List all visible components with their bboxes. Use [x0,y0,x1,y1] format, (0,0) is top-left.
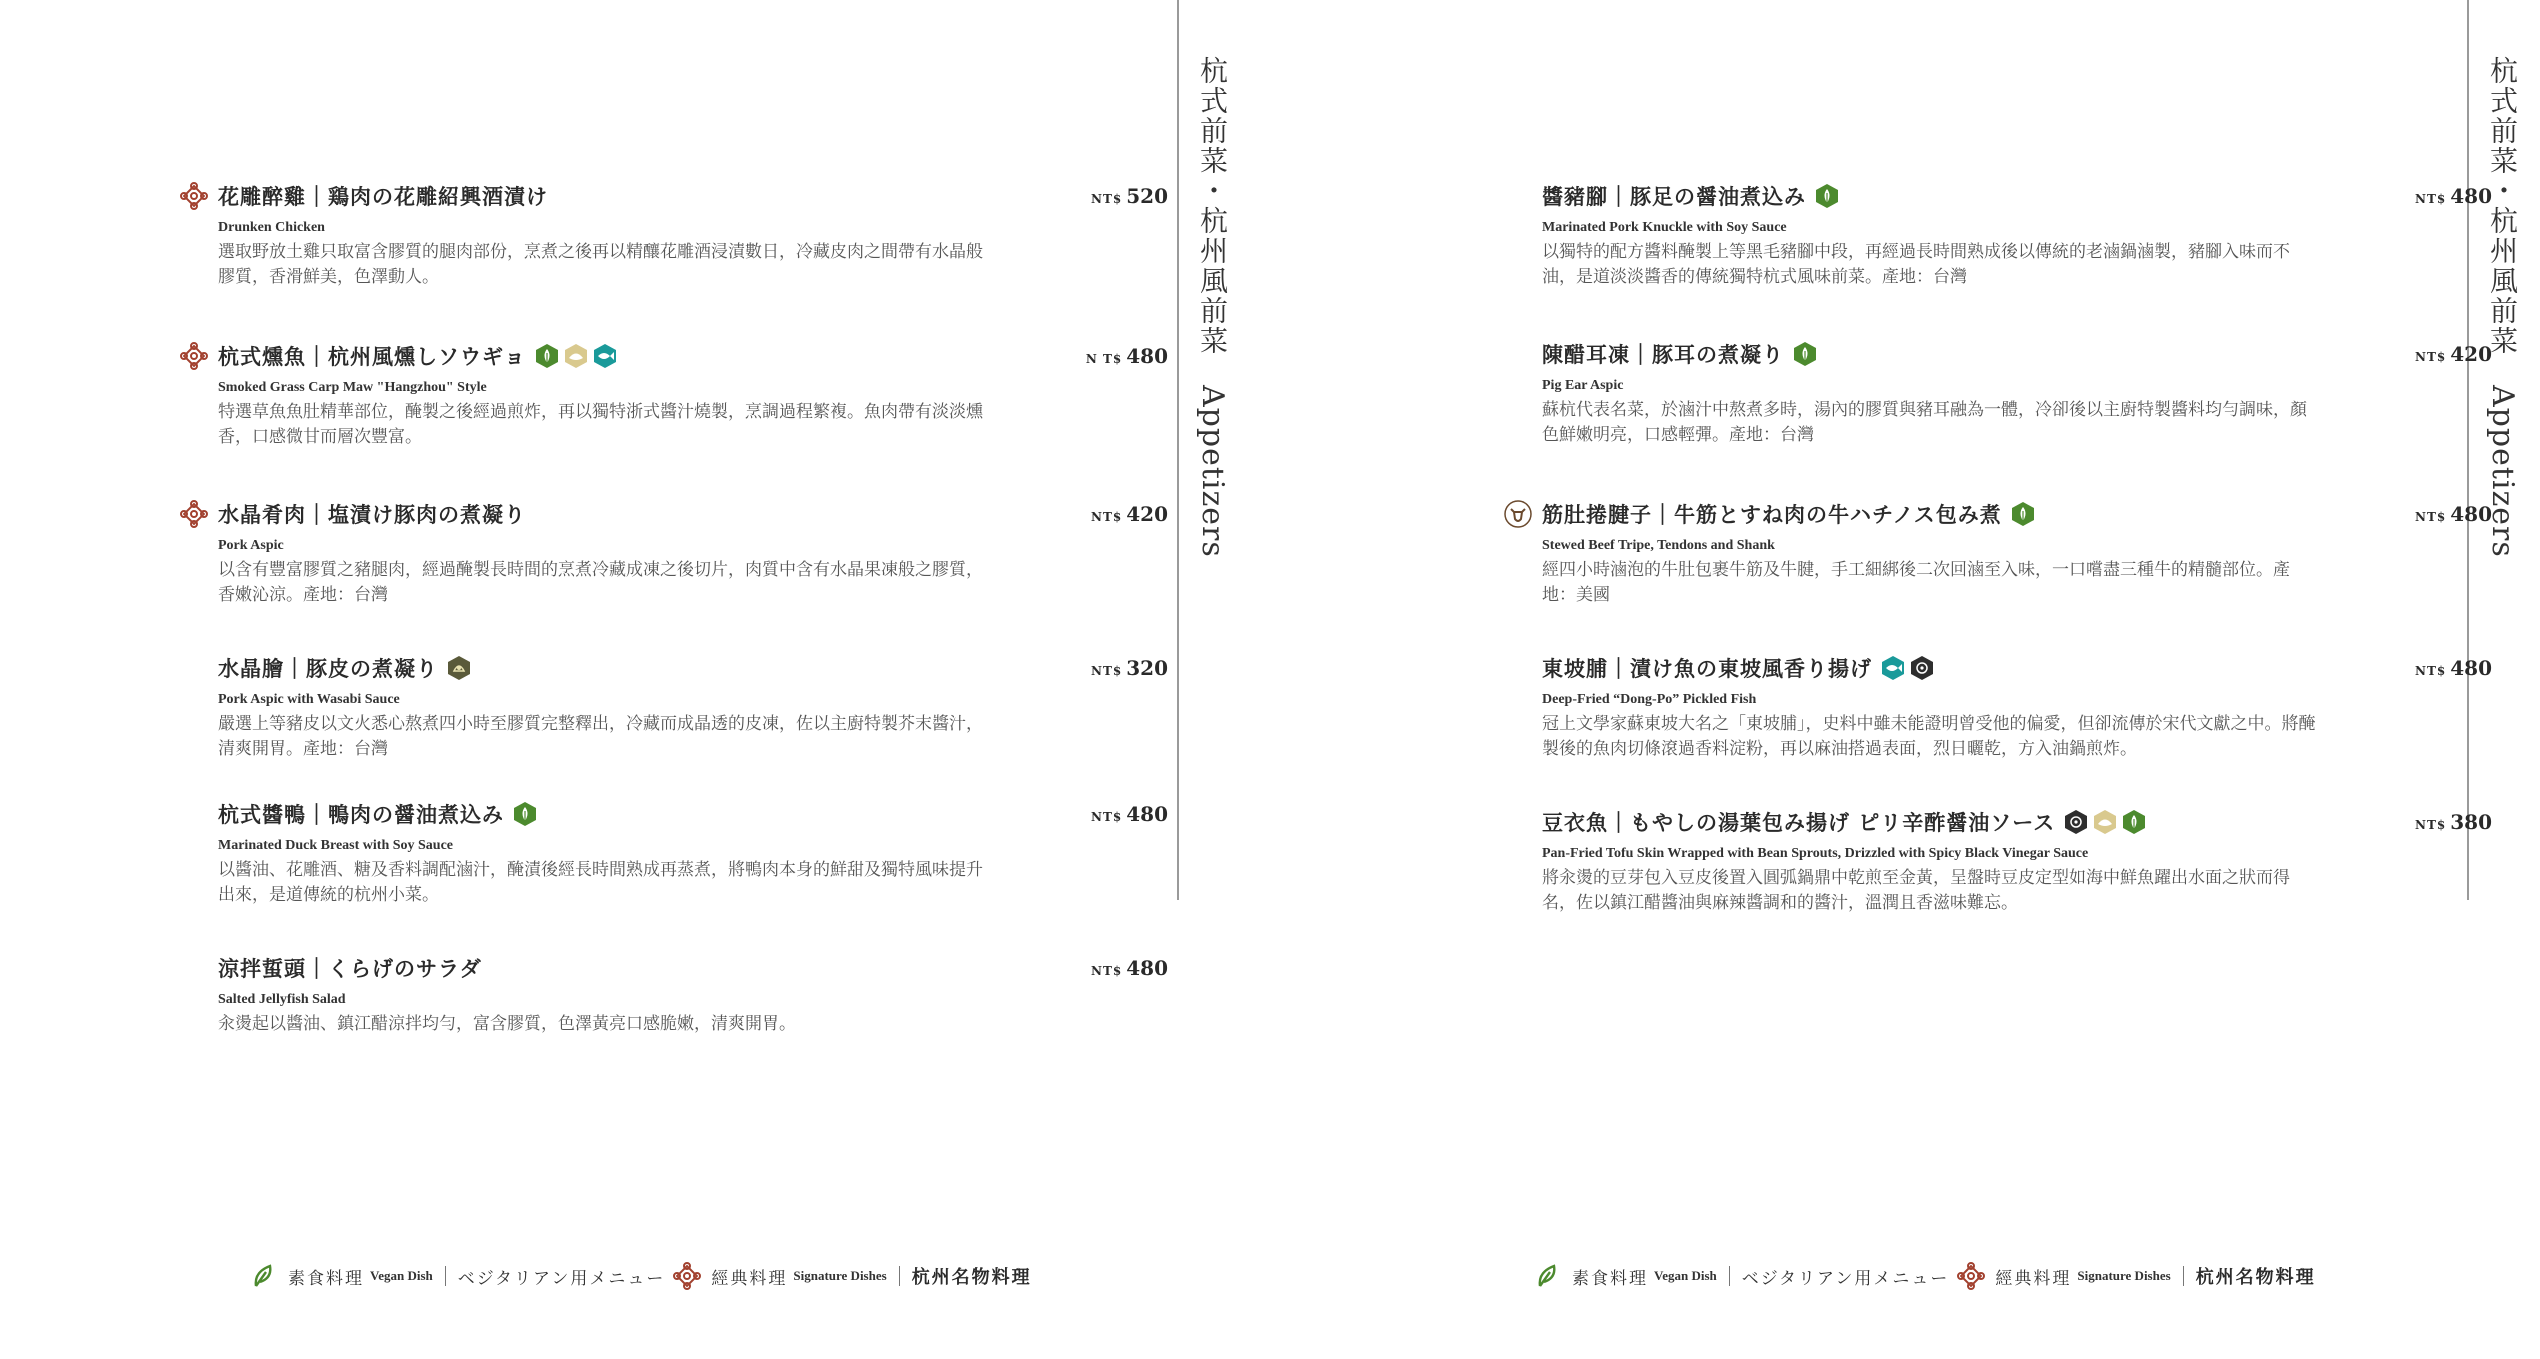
signature-icon [180,182,208,210]
vegan-badge-icon [2010,501,2036,527]
menu-item-english-name: Smoked Grass Carp Maw "Hangzhou" Style [218,380,487,395]
price-currency: NT$ [2415,510,2447,524]
legend-separator [445,1266,446,1286]
vegan-badge-icon [512,801,538,827]
legend-signature-en: Signature Dishes [2077,1268,2171,1283]
section-title [1192,56,1232,558]
menu-item-description: 以含有豐富膠質之豬腿肉，經過醃製長時間的烹煮冷藏成凍之後切片，肉質中含有水晶果凍般之膠質，香嫩沁涼。產地：台灣 [218,560,983,605]
menu-item-name: 筋肚捲腱子｜牛筋とすね肉の牛ハチノス包み煮 [1542,502,2002,527]
menu-item-description: 經四小時滷泡的牛肚包裹牛筋及牛腱，手工細綁後二次回滷至入味，一口嚐盡三種牛的精髓部位。產地：美國 [1542,560,2290,605]
dietary-badges [446,655,472,681]
price-currency: NT$ [1091,510,1123,524]
wasabi-badge-icon [446,655,472,681]
signature-icon [1957,1262,1985,1290]
menu-item-english-name: Drunken Chicken [218,220,325,235]
menu-item-price [2415,656,2492,680]
price-currency: NT$ [1091,664,1123,678]
menu-item-price [1091,802,1168,826]
section-title [2482,56,2522,558]
legend-vegan-jp: ベジタリアン用メニュー [457,1268,666,1289]
menu-item-header [218,950,1168,986]
menu-item-english-name: Pig Ear Aspic [1542,378,1624,393]
menu-item [218,496,1168,608]
menu-item-description: 將汆燙的豆芽包入豆皮後置入圓弧鍋鼎中乾煎至金黃，呈盤時豆皮定型如海中鮮魚躍出水面之狀而得名，佐以鎮江醋醬油與麻辣醬調和的醬汁，溫潤且香滋味難忘。 [1542,868,2290,913]
legend-vegan-en: Vegan Dish [1654,1268,1717,1283]
price-value: 320 [1126,656,1168,680]
dietary-badges [1792,341,1818,367]
price-value: 480 [1126,802,1168,826]
price-value: 420 [2450,342,2492,366]
menu-item [218,178,1168,290]
menu-item-english-name: Marinated Duck Breast with Soy Sauce [218,838,454,853]
dietary-badges [1880,655,1935,681]
menu-item [218,950,1168,1037]
legend-vegan-label: 素食料理 [288,1268,364,1289]
menu-item-name: 水晶肴肉｜塩漬け豚肉の煮凝り [218,502,526,527]
price-value: 480 [1126,956,1168,980]
menu-item [218,338,1168,450]
menu-item-header [218,338,1168,374]
menu-item-name: 水晶膾｜豚皮の煮凝り [218,656,438,681]
legend-separator [1729,1266,1730,1286]
price-currency: NT$ [1091,810,1123,824]
menu-item-price [2415,502,2492,526]
price-currency: NT$ [2415,664,2447,678]
menu-item [1542,178,2492,290]
price-currency: NT$ [1091,964,1123,978]
menu-item-header [218,796,1168,832]
dietary-badges [1814,183,1840,209]
vegan-badge-icon [2121,809,2147,835]
beef-icon [1504,500,1532,528]
vegan-badge-icon [534,343,560,369]
page-divider [1177,0,1179,900]
menu-item-english-name: Pan-Fried Tofu Skin Wrapped with Bean Sprouts, Drizzled with Spicy Black Vinegar Sauce [1542,846,2089,861]
menu-item [218,650,1168,762]
menu-item [218,796,1168,908]
section-title-zh: 杭式前菜・杭州風前菜 [2486,56,2519,356]
price-value: 380 [2450,810,2492,834]
menu-item-description: 冠上文學家蘇東坡大名之「東坡脯」，史料中雖未能證明曾受他的偏愛，但卻流傳於宋代文獻之中。將醃製後的魚肉切條滾過香料淀粉，再以麻油搭過表面，烈日曬乾，方入油鍋煎炸。 [1542,714,2316,759]
menu-item-name: 陳醋耳凍｜豚耳の煮凝り [1542,342,1784,367]
menu-page-right [1270,0,2540,1359]
menu-item-header [1542,178,2492,214]
price-value: 420 [1126,502,1168,526]
menu-item-english-name: Deep-Fried “Dong-Po” Pickled Fish [1542,692,1757,707]
legend-signature-en: Signature Dishes [793,1268,887,1283]
menu-item-name: 東坡脯｜漬け魚の東坡風香り揚げ [1542,656,1872,681]
price-currency: N T$ [1085,352,1123,366]
menu-item [1542,336,2492,448]
menu-item [1542,804,2492,916]
menu-item-description: 以醬油、花雕酒、糖及香料調配滷汁，醃漬後經長時間熟成再蒸煮，將鴨肉本身的鮮甜及獨特風味提升出來，是道傳統的杭州小菜。 [218,860,983,905]
legend-vegan-label: 素食料理 [1572,1268,1648,1289]
menu-item-header [218,496,1168,532]
menu-item-price [1091,502,1168,526]
legend-signature-label: 經典料理 [711,1268,788,1289]
page-divider [2467,0,2469,900]
section-title-en: Appetizers [1195,384,1230,558]
menu-item [1542,496,2492,608]
section-title-en: Appetizers [2485,384,2520,558]
menu-item-description: 特選草魚魚肚精華部位，醃製之後經過煎炸，再以獨特浙式醬汁燒製，烹調過程繁複。魚肉帶有淡淡燻香，口感微甘而層次豐富。 [218,402,983,447]
price-value: 520 [1126,184,1168,208]
signature-icon [180,500,208,528]
menu-item-description: 以獨特的配方醬料醃製上等黑毛豬腳中段，再經過長時間熟成後以傳統的老滷鍋滷製，豬腳入味而不油，是道淡淡醬香的傳統獨特杭式風味前菜。產地：台灣 [1542,242,2290,287]
spicy-badge-icon [2063,809,2089,835]
legend-vegan-jp: ベジタリアン用メニュー [1741,1268,1950,1289]
menu-item-description: 嚴選上等豬皮以文火悉心熬煮四小時至膠質完整釋出，冷藏而成晶透的皮凍，佐以主廚特製芥末醬汁，清爽開胃。產地：台灣 [218,714,983,759]
price-currency: NT$ [1091,192,1123,206]
menu-item-name: 杭式燻魚｜杭州風燻しソウギョ [218,344,526,369]
menu-item-header [1542,650,2492,686]
menu-item-description: 蘇杭代表名菜，於滷汁中熬煮多時，湯內的膠質與豬耳融為一體，冷卻後以主廚特製醬料均勻調味，顏色鮮嫩明亮，口感輕彈。產地：台灣 [1542,400,2307,445]
menu-item-price [2415,810,2492,834]
fish-badge-icon [592,343,618,369]
dietary-badges [2010,501,2036,527]
legend-footer [1534,1262,2316,1290]
menu-item-price [2415,184,2492,208]
dietary-badges [512,801,538,827]
legend-local-label: 杭州名物料理 [911,1267,1032,1288]
menu-item [1542,650,2492,762]
menu-item-english-name: Pork Aspic [218,538,284,553]
menu-item-name: 涼拌蜇頭｜くらげのサラダ [218,956,482,981]
price-currency: NT$ [2415,350,2447,364]
price-value: 480 [2450,656,2492,680]
legend-separator [899,1266,900,1286]
vegan-badge-icon [1814,183,1840,209]
menu-item-price [1091,656,1168,680]
menu-item-price [1091,184,1168,208]
price-currency: NT$ [2415,192,2447,206]
menu-item-name: 醬豬腳｜豚足の醤油煮込み [1542,184,1806,209]
vegan-leaf-icon [1534,1262,1562,1290]
vegan-badge-icon [1792,341,1818,367]
legend-separator [2183,1266,2184,1286]
menu-item-price [2415,342,2492,366]
legend-vegan-en: Vegan Dish [370,1268,433,1283]
menu-item-header [1542,804,2492,840]
menu-item-english-name: Pork Aspic with Wasabi Sauce [218,692,400,707]
seafood-badge-icon [2092,809,2118,835]
price-currency: NT$ [2415,818,2447,832]
vegan-leaf-icon [250,1262,278,1290]
dietary-badges [534,343,618,369]
price-value: 480 [2450,184,2492,208]
menu-item-name: 豆衣魚｜もやしの湯葉包み揚げ ピリ辛酢醤油ソース [1542,810,2056,835]
seafood-badge-icon [563,343,589,369]
section-title-zh: 杭式前菜・杭州風前菜 [1196,56,1229,356]
menu-item-description: 汆燙起以醬油、鎮江醋涼拌均勻，富含膠質，色澤黃亮口感脆嫩，清爽開胃。 [218,1014,796,1034]
menu-item-header [218,178,1168,214]
menu-item-english-name: Marinated Pork Knuckle with Soy Sauce [1542,220,1787,235]
menu-item-header [218,650,1168,686]
dietary-badges [2063,809,2147,835]
signature-icon [673,1262,701,1290]
menu-item-header [1542,496,2492,532]
price-value: 480 [1126,344,1168,368]
menu-item-header [1542,336,2492,372]
price-value: 480 [2450,502,2492,526]
menu-item-price [1091,956,1168,980]
menu-item-price [1086,344,1168,368]
legend-footer [250,1262,1032,1290]
fish-badge-icon [1880,655,1906,681]
menu-item-description: 選取野放土雞只取富含膠質的腿肉部份，烹煮之後再以精釀花雕酒浸漬數日，冷藏皮肉之間帶有水晶般膠質，香滑鮮美，色澤動人。 [218,242,983,287]
menu-item-english-name: Salted Jellyfish Salad [218,992,346,1007]
legend-local-label: 杭州名物料理 [2195,1267,2316,1288]
menu-item-name: 杭式醬鴨｜鴨肉の醤油煮込み [218,802,504,827]
menu-item-name: 花雕醉雞｜鶏肉の花雕紹興酒漬け [218,184,548,209]
legend-signature-label: 經典料理 [1995,1268,2072,1289]
menu-item-english-name: Stewed Beef Tripe, Tendons and Shank [1542,538,1775,553]
spicy-badge-icon [1909,655,1935,681]
signature-icon [180,342,208,370]
